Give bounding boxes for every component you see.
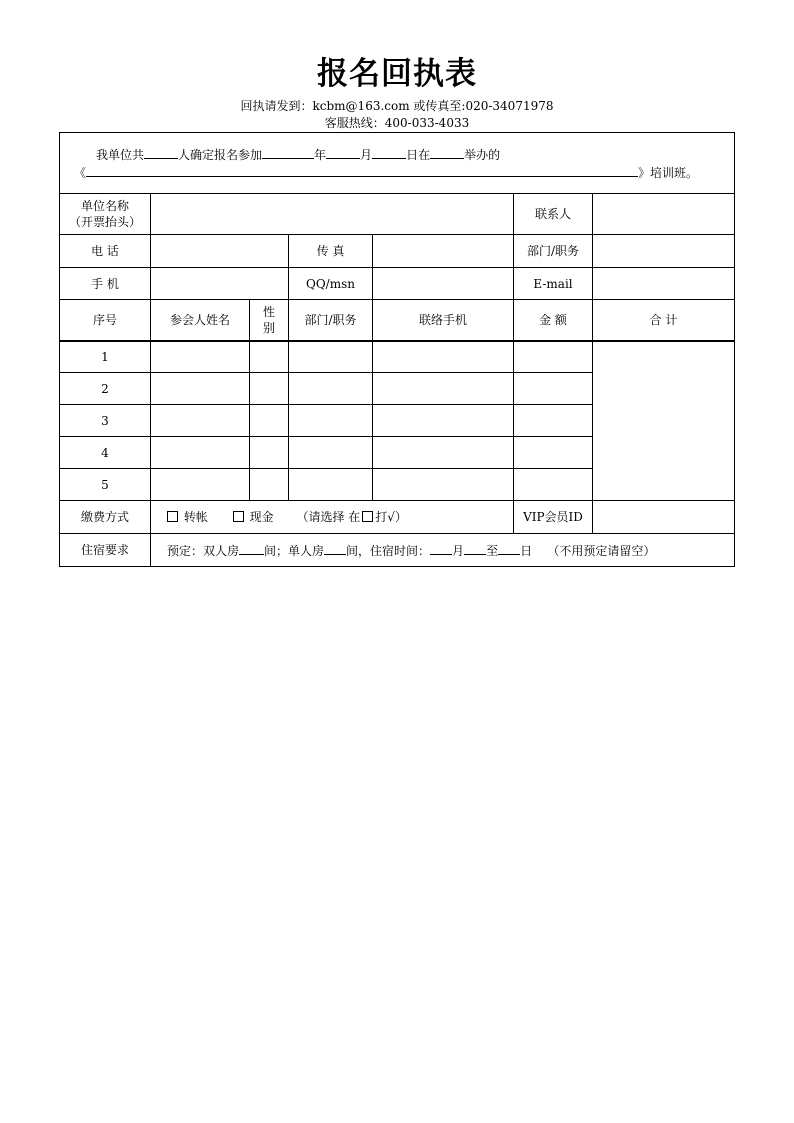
lodging-text-1: 预定：双人房 <box>167 544 240 558</box>
col-mobile-header: 联络手机 <box>373 300 514 341</box>
payment-row <box>60 501 735 534</box>
course-open-bracket: 《 <box>74 166 87 180</box>
transfer-checkbox[interactable] <box>167 511 178 522</box>
hotline-line: 客服热线：400-033-4033 <box>324 116 470 130</box>
count-blank[interactable] <box>144 145 178 159</box>
intro-text-2: 人确定报名参加 <box>178 148 263 162</box>
qq-label: QQ/msn <box>289 268 373 300</box>
unit-name-label: 单位名称 （开票抬头） <box>60 194 151 235</box>
cash-checkbox[interactable] <box>233 511 244 522</box>
single-room-blank[interactable] <box>324 541 346 555</box>
lodging-text-3: 间，住宿时间： <box>346 544 431 558</box>
intro-statement <box>60 133 735 194</box>
mobile-row <box>60 268 735 300</box>
end-day-blank[interactable] <box>498 541 520 555</box>
total-amount-field[interactable] <box>593 341 735 501</box>
attendee-gender-field[interactable] <box>250 341 289 373</box>
attendee-amount-field[interactable] <box>514 341 593 373</box>
start-month-blank[interactable] <box>430 541 452 555</box>
payment-note-a: （请选择 在 <box>296 510 361 524</box>
payment-note-b: 打√） <box>375 510 407 524</box>
col-gender-header: 性 别 <box>250 300 289 341</box>
lodging-label: 住宿要求 <box>60 534 151 567</box>
mobile-field[interactable] <box>151 268 289 300</box>
table-row <box>60 341 735 373</box>
unit-row <box>60 194 735 235</box>
qq-field[interactable] <box>373 268 514 300</box>
intro-text-1: 我单位共 <box>96 148 145 162</box>
contact-person-label: 联系人 <box>514 194 593 235</box>
intro-text-4: 月 <box>360 148 373 162</box>
payment-options <box>151 501 514 534</box>
attendee-amount-field[interactable] <box>514 405 593 437</box>
attendee-name-field[interactable] <box>151 341 250 373</box>
attendee-name-field[interactable] <box>151 469 250 501</box>
phone-label: 电 话 <box>60 235 151 268</box>
col-name-header: 参会人姓名 <box>151 300 250 341</box>
attendee-dept-field[interactable] <box>289 373 373 405</box>
cash-label: 现金 <box>249 510 274 524</box>
attendee-gender-field[interactable] <box>250 405 289 437</box>
attendee-mobile-field[interactable] <box>373 469 514 501</box>
unit-name-field[interactable] <box>151 194 514 235</box>
intro-row <box>60 133 735 194</box>
day-blank[interactable] <box>372 145 406 159</box>
attendee-mobile-field[interactable] <box>373 437 514 469</box>
start-day-blank[interactable] <box>464 541 486 555</box>
mobile-label: 手 机 <box>60 268 151 300</box>
col-dept-header: 部门/职务 <box>289 300 373 341</box>
attendee-amount-field[interactable] <box>514 373 593 405</box>
location-blank[interactable] <box>430 145 464 159</box>
attendee-header-row <box>60 300 735 341</box>
attendee-name-field[interactable] <box>151 373 250 405</box>
page-title: 报名回执表 <box>317 56 477 92</box>
attendee-dept-field[interactable] <box>289 341 373 373</box>
lodging-text-2: 间；单人房 <box>264 544 325 558</box>
transfer-label: 转帐 <box>183 510 208 524</box>
row-number: 2 <box>60 373 151 405</box>
lodging-text-5: 至 <box>486 544 499 558</box>
attendee-amount-field[interactable] <box>514 437 593 469</box>
contact-person-field[interactable] <box>593 194 735 235</box>
attendee-amount-field[interactable] <box>514 469 593 501</box>
lodging-text-6: 日 <box>520 544 533 558</box>
attendee-mobile-field[interactable] <box>373 373 514 405</box>
row-number: 3 <box>60 405 151 437</box>
checkbox-hint-icon <box>362 511 373 522</box>
course-close-text: 》培训班。 <box>638 166 699 180</box>
attendee-gender-field[interactable] <box>250 469 289 501</box>
intro-text-6: 举办的 <box>464 148 501 162</box>
attendee-gender-field[interactable] <box>250 373 289 405</box>
attendee-dept-field[interactable] <box>289 469 373 501</box>
row-number: 1 <box>60 341 151 373</box>
attendee-gender-field[interactable] <box>250 437 289 469</box>
lodging-row <box>60 534 735 567</box>
intro-text-3: 年 <box>314 148 327 162</box>
email-label: E-mail <box>514 268 593 300</box>
col-no-header: 序号 <box>60 300 151 341</box>
row-number: 4 <box>60 437 151 469</box>
attendee-name-field[interactable] <box>151 437 250 469</box>
dept-title-field[interactable] <box>593 235 735 268</box>
lodging-text-4: 月 <box>452 544 465 558</box>
lodging-note: （不用预定请留空） <box>547 544 656 558</box>
attendee-dept-field[interactable] <box>289 405 373 437</box>
lodging-details <box>151 534 735 567</box>
payment-label: 缴费方式 <box>60 501 151 534</box>
registration-form-table <box>59 132 735 567</box>
month-blank[interactable] <box>326 145 360 159</box>
email-field[interactable] <box>593 268 735 300</box>
phone-row <box>60 235 735 268</box>
col-amount-header: 金 额 <box>514 300 593 341</box>
fax-field[interactable] <box>373 235 514 268</box>
attendee-name-field[interactable] <box>151 405 250 437</box>
year-blank[interactable] <box>262 145 314 159</box>
attendee-mobile-field[interactable] <box>373 405 514 437</box>
dept-title-label: 部门/职务 <box>514 235 593 268</box>
course-name-blank[interactable] <box>86 163 638 177</box>
vip-id-field[interactable] <box>593 501 735 534</box>
double-room-blank[interactable] <box>239 541 264 555</box>
attendee-dept-field[interactable] <box>289 437 373 469</box>
vip-id-label: VIP会员ID <box>514 501 593 534</box>
col-total-header: 合 计 <box>593 300 735 341</box>
fax-label: 传 真 <box>289 235 373 268</box>
attendee-mobile-field[interactable] <box>373 341 514 373</box>
intro-text-5: 日在 <box>406 148 431 162</box>
phone-field[interactable] <box>151 235 289 268</box>
row-number: 5 <box>60 469 151 501</box>
submit-contact-line: 回执请发到：kcbm@163.com 或传真至:020-34071978 <box>240 99 554 113</box>
